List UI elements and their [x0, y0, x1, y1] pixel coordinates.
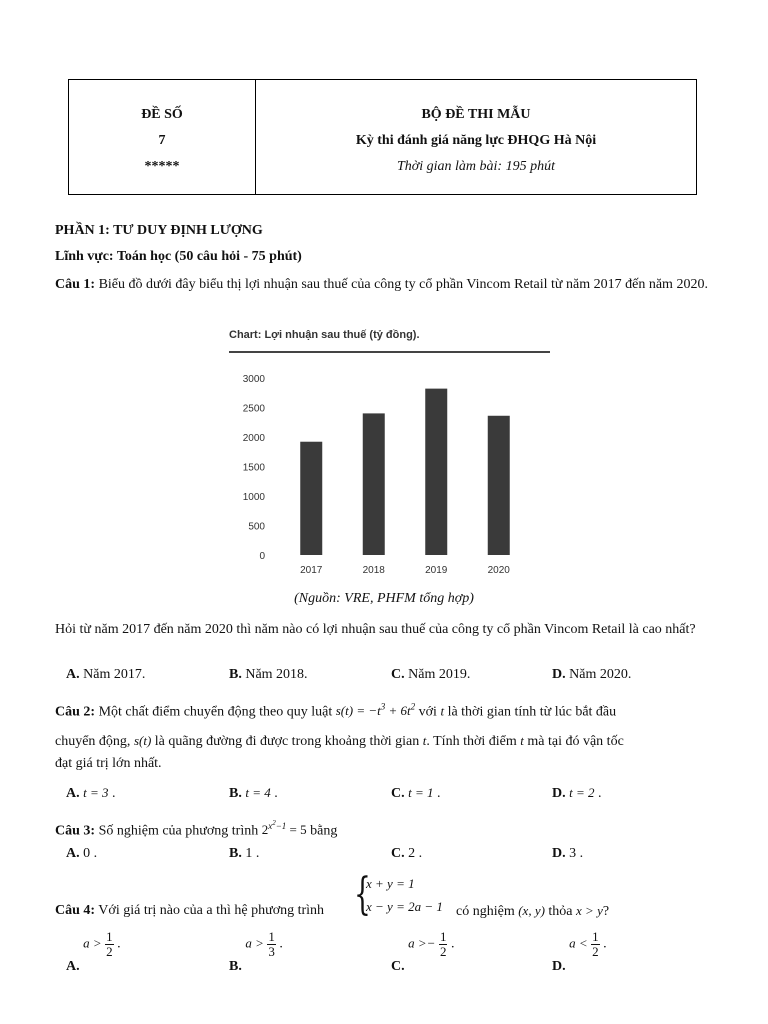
option-text: 1 .	[241, 846, 260, 861]
exam-code-number: 7	[158, 133, 166, 148]
q1-body: Biểu đồ dưới đây biểu thị lợi nhuận sau thuế của công ty cổ phần Vincom Retail từ năm 2017 đến năm 2020.	[95, 277, 708, 292]
q4-text: thỏa	[548, 904, 573, 919]
exam-code-label: ĐỀ SỐ	[141, 107, 183, 122]
option-relation: a >	[408, 935, 427, 951]
option-letter: D.	[552, 786, 566, 801]
option-text: 2 .	[404, 846, 423, 861]
option-letter: B.	[229, 958, 242, 974]
q4-condition: x > y	[576, 903, 603, 918]
q4-text: có nghiệm	[456, 904, 515, 919]
q1-option-c[interactable]	[391, 667, 470, 683]
q1-text	[55, 273, 715, 296]
bar-2019	[425, 389, 447, 555]
fraction-denominator: 3	[268, 944, 275, 959]
q4-option-c[interactable]: C. a >− $\frac{1}{2}$ .	[391, 929, 455, 974]
section-title: PHẦN 1: TƯ DUY ĐỊNH LƯỢNG	[55, 223, 263, 238]
option-fraction	[439, 930, 448, 959]
q3-option-a[interactable]	[66, 846, 97, 862]
q2-line-3: đạt giá trị lớn nhất.	[55, 756, 162, 771]
q2-option-b[interactable]: B. t = 4 .	[229, 785, 278, 801]
q1-label: Câu 1:	[55, 277, 96, 292]
q2-text: là quãng đường đi được trong khoảng thời gian	[151, 734, 423, 749]
y-tick-label: 2500	[242, 403, 265, 415]
option-letter: C.	[391, 958, 405, 974]
option-relation: a >	[83, 935, 102, 951]
y-tick-label: 1500	[242, 462, 265, 474]
y-tick-label: 500	[248, 521, 265, 533]
exam-time: Thời gian làm bài: 195 phút	[397, 159, 555, 174]
q2-var-t: t	[422, 733, 427, 748]
option-text: Năm 2017.	[79, 667, 146, 682]
q2-text: chuyển động,	[55, 734, 134, 749]
q4-label: Câu 4:	[55, 903, 96, 918]
q3-option-b[interactable]	[229, 846, 259, 862]
bar-2020	[488, 416, 510, 555]
fraction-denominator: 2	[106, 944, 113, 959]
section-field: Lĩnh vực: Toán học (50 câu hỏi - 75 phút)	[55, 249, 302, 264]
q2-text: Một chất điểm chuyển động theo quy luật	[95, 704, 336, 720]
x-tick-label: 2019	[425, 565, 448, 576]
option-letter: B.	[229, 786, 242, 801]
fraction-denominator: 2	[592, 944, 599, 959]
option-letter: A.	[66, 667, 80, 682]
option-relation: a <	[569, 935, 588, 951]
option-letter: D.	[552, 846, 566, 861]
q1-option-a[interactable]	[66, 667, 145, 683]
exam-title-cell	[256, 80, 696, 194]
q2-var-st: s(t)	[133, 733, 152, 748]
q2-text: là thời gian tính từ lúc bắt đầu	[444, 704, 617, 720]
q2-line-1	[55, 702, 616, 720]
option-letter: A.	[66, 846, 80, 861]
q2-text: . Tính thời điểm	[426, 734, 521, 749]
profit-bar-chart	[230, 360, 550, 585]
x-tick-label: 2017	[300, 565, 323, 576]
option-fraction	[591, 930, 600, 959]
q2-option-a[interactable]: A. t = 3 .	[66, 785, 116, 801]
exam-subtitle: Kỳ thi đánh giá năng lực ĐHQG Hà Nội	[355, 133, 597, 148]
q3-text: Số nghiệm của phương trình	[95, 823, 262, 839]
q4-system-eq2: x − y = 2a − 1	[366, 899, 443, 914]
option-text: 0 .	[79, 846, 98, 861]
option-letter: B.	[229, 667, 242, 682]
q2-text: mà tại đó vận tốc	[523, 734, 624, 749]
option-text: t = 4	[245, 785, 271, 800]
q3-option-d[interactable]	[552, 846, 583, 862]
option-text: Năm 2018.	[241, 667, 308, 682]
q4-qmark: ?	[602, 904, 610, 919]
option-letter: C.	[391, 846, 405, 861]
x-tick-label: 2020	[487, 565, 510, 576]
option-fraction	[267, 930, 276, 959]
y-tick-label: 2000	[242, 433, 265, 444]
q2-text: với	[415, 704, 441, 720]
q4-option-d[interactable]: D. a < $\frac{1}{2}$ .	[552, 929, 607, 974]
q4-text: Với giá trị nào của a thì hệ phương trình	[95, 903, 325, 918]
bar-2018	[363, 413, 385, 555]
option-letter: C.	[391, 667, 405, 682]
q4-xy: (x, y)	[518, 903, 545, 918]
chart-title: Chart: Lợi nhuận sau thuế (tỷ đồng).	[229, 329, 420, 341]
exam-title: BỘ ĐỀ THI MẪU	[421, 107, 531, 122]
fraction-numerator: 1	[439, 929, 447, 944]
q2-formula: $s(t) = -t^3 + 6t^2$	[335, 702, 416, 719]
option-text: t = 2	[569, 785, 595, 800]
fraction-numerator: 1	[592, 929, 599, 944]
option-sign: −	[426, 935, 436, 951]
q2-line-2	[55, 733, 624, 750]
option-letter: D.	[552, 667, 566, 682]
q3-line	[55, 819, 337, 839]
bar-2017	[300, 442, 322, 555]
q2-var-t: t	[520, 733, 524, 748]
q4-equation-system	[354, 869, 449, 922]
chart-title-underline	[229, 351, 550, 353]
y-tick-label: 0	[259, 551, 265, 562]
option-letter: A.	[66, 786, 80, 801]
q4-line-end	[456, 903, 609, 920]
fraction-denominator: 2	[439, 944, 447, 959]
x-tick-label: 2018	[362, 565, 385, 576]
exam-code-stars: *****	[144, 159, 180, 174]
exam-code-cell	[69, 80, 256, 194]
option-text: t = 3	[83, 785, 109, 800]
q4-line-start	[55, 903, 324, 919]
q1-option-d[interactable]	[552, 667, 631, 683]
chart-source: (Nguồn: VRE, PHFM tổng hợp)	[294, 591, 474, 606]
q3-option-c[interactable]	[391, 846, 422, 862]
q2-option-d[interactable]: D. t = 2 .	[552, 785, 602, 801]
q1-question: Hỏi từ năm 2017 đến năm 2020 thì năm nào có lợi nhuận sau thuế của công ty cổ phần Vincom Retail là cao nhất?	[55, 622, 696, 637]
fraction-numerator: 1	[268, 929, 275, 944]
option-fraction	[105, 930, 114, 959]
q4-option-b[interactable]: B. a > $\frac{1}{3}$ .	[229, 929, 283, 974]
q3-text: bằng	[306, 823, 338, 839]
q3-label: Câu 3:	[55, 823, 96, 839]
option-text: 3 .	[565, 846, 584, 861]
y-tick-label: 3000	[242, 374, 265, 385]
option-letter: A.	[66, 958, 80, 974]
y-tick-label: 1000	[242, 492, 265, 503]
q3-equation: $2^{x^2-1} = 5$	[261, 819, 307, 838]
fraction-numerator: 1	[106, 929, 113, 944]
brace-glyph: {	[354, 869, 371, 920]
option-text: Năm 2020.	[565, 667, 632, 682]
option-text: Năm 2019.	[404, 667, 471, 682]
option-letter: C.	[391, 786, 405, 801]
exam-header-box	[68, 79, 697, 195]
q1-option-b[interactable]	[229, 667, 308, 683]
option-letter: B.	[229, 846, 242, 861]
option-relation: a >	[245, 935, 264, 951]
q2-label: Câu 2:	[55, 704, 96, 720]
q2-var-t: t	[440, 703, 445, 719]
option-letter: D.	[552, 958, 566, 974]
option-text: t = 1	[408, 785, 434, 800]
q4-option-a[interactable]: A. a > $\frac{1}{2}$ .	[66, 929, 121, 974]
q4-system-eq1: x + y = 1	[366, 876, 415, 891]
q2-option-c[interactable]: C. t = 1 .	[391, 785, 441, 801]
